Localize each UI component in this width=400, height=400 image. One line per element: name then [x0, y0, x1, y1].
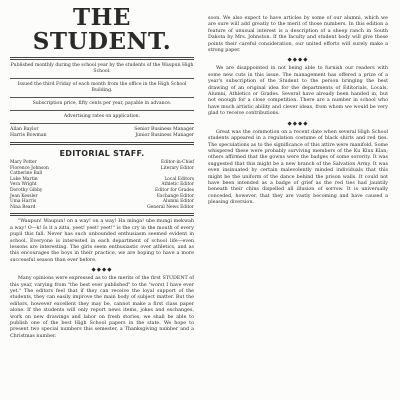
- masthead-rule: [10, 57, 194, 60]
- staff-name: Nina Beard: [10, 204, 36, 210]
- ornament-divider: ◆◆◆◆: [91, 267, 113, 274]
- manager-name: Allan Baylor: [10, 127, 39, 132]
- staff-name: Uma Harris: [10, 199, 37, 205]
- staff-name: Luke Martin: [10, 176, 38, 182]
- issue-notice: Issued the third Friday of each month from the office in the High School Building.: [17, 82, 187, 93]
- staff-name: Catherine Ball: [10, 171, 43, 177]
- divider: [10, 213, 194, 216]
- staff-role: General News Editor: [147, 204, 194, 210]
- divider: [10, 142, 194, 145]
- masthead-title: THE STUDENT.: [32, 4, 172, 55]
- editorial-paragraph: Great was the commotion on a recent date when several High School students appeared in a regulation costume of black shirts and red ties. The speculations as to the significance of this attire were manifold. Some whispered these were probably surviving members of the Ku Klux Klan; others affirmed that the gowns were the badges of some sorority. It was suggested that this might be a new branch of the Salvation Army. It was even insinuated by certain malevolently minded individuals that this might be the uniform of the dance behind the prison walls. It could not have been intended as a badge of grief as the red ties had jauntily beneath their chins dispelled all illusion of sorrow. It is universally conceded, however, that they are vastly becoming and have caused a pleasing diversion.: [208, 129, 388, 206]
- divider: [10, 78, 194, 79]
- subscription-notice: Subscription price, fifty cents per year, payable in advance.: [32, 101, 172, 106]
- staff-row: [10, 205, 194, 211]
- staff-role: Exchange Editor: [156, 193, 194, 199]
- staff-role: Athletic Editor: [161, 182, 194, 188]
- ornament-divider: ◆◆◆◆: [287, 57, 309, 64]
- divider: [10, 123, 194, 124]
- editorial-paragraph: soon. We also expect to have articles by some of our alumni, which we are sure will add greatly to the merit of those numbers. In this edition a feature of unusual interest is a description of a sheep ranch in South Dakota by Mrs. Johnston. If the faculty and student body will give these points their careful consideration, our united efforts will surely make a strong paper.: [208, 16, 388, 54]
- advertising-notice: Advertising rates on application.: [63, 114, 141, 119]
- staff-name: Dorothy Gibby: [10, 187, 43, 193]
- editorial-paragraph: "Waupun! Waupun! on a way! on a way! Ha minga! ube mungi mekwah a way! O—k! Is it a zitta, yeet! yeet! yeet!" is the cry in the mouth of every pupil this fall. Never has such unbounded enthusiasm seemed evident in school. Everyone is interested in each department of school life—even lessons are interesting. The girls seem enthusiastic over athletics, and as this encourages the boys in their practice, we are hoping to have a more successful season than ever before.: [10, 219, 194, 263]
- staff-role: Local Editors: [164, 176, 194, 182]
- manager-role: Junior Business Manager: [135, 133, 194, 138]
- staff-name: Florence Johnson: [10, 165, 49, 171]
- staff-role: Alumni Editor: [162, 199, 194, 205]
- divider: [10, 97, 194, 98]
- divider: [10, 110, 194, 111]
- staff-role: Editor-in-Chief: [161, 160, 194, 165]
- editorial-paragraph: Many opinions were expressed as to the merits of the first STUDENT of this year, varying from "the best ever published" to the "worst I have ever yet." The editors feel that if they can receive the loyal support of the students, they can easily improve the main body of subject matter. But the editors, however excellent they may be, cannot make a first class paper alone. If the students will only report news items, jokes and exchanges, work on new drawings and labor on fresh stories, we shall be able to publish one of the best High School papers in the state. We hope to present two special numbers this semester, a Thanksgiving number and a Christmas number.: [10, 276, 194, 339]
- publication-notice: Published monthly during the school year by the students of the Waupun High School.: [10, 63, 194, 74]
- left-column: [10, 6, 200, 400]
- editorial-staff-heading: EDITORIAL STAFF.: [59, 149, 145, 158]
- staff-role: Editor for Grades: [155, 187, 194, 193]
- manager-row: [10, 133, 194, 139]
- staff-role: Literary Editor: [160, 165, 194, 171]
- manager-name: Harris Bowman: [10, 133, 47, 138]
- manager-role: Senior Business Manager: [134, 127, 194, 132]
- staff-name: Jean Kessler: [10, 193, 38, 199]
- staff-name: Vera Wright: [10, 182, 37, 188]
- ornament-divider: ◆◆◆◆: [287, 120, 309, 127]
- right-column: [200, 6, 388, 400]
- staff-name: Mary Potter: [10, 160, 37, 165]
- editorial-paragraph: We are disappointed in not being able to furnish our readers with some new cuts in this issue. The management has offered a prize of a year's subscription of the Student to the person bringing the best drawing of an original idea for the departments of Editorials, Locals, Alumni, Athletics or Grades. Several have already been handed in, but not enough for a close competition. There are a number in school who have much artistic ability and clever ideas, from whom we would be very glad to receive contributions.: [208, 66, 388, 117]
